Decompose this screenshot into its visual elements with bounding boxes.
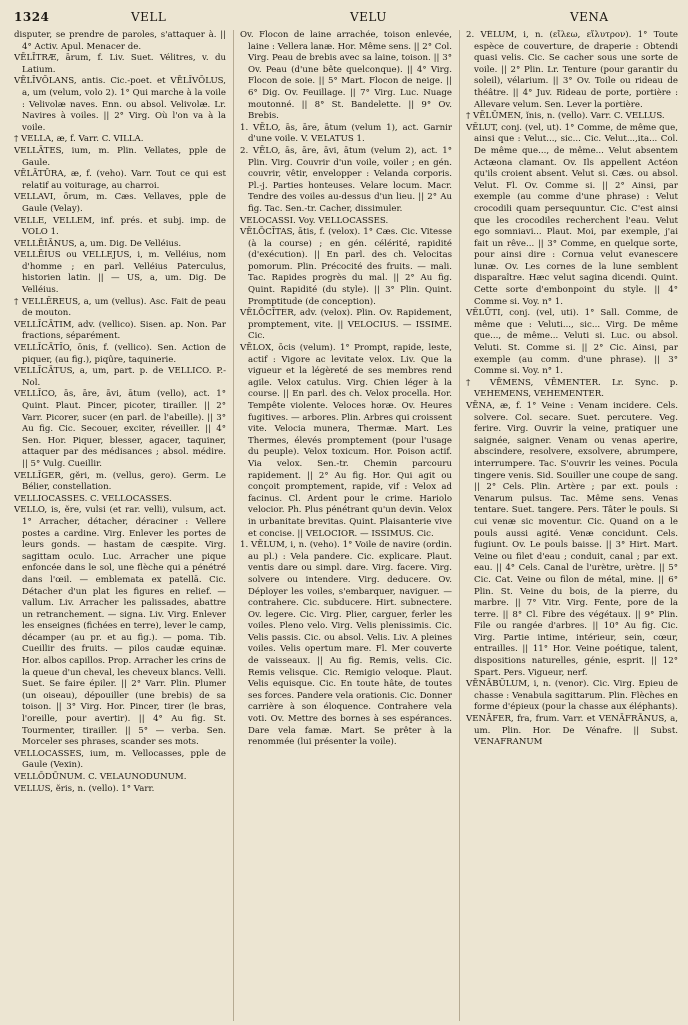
dictionary-entry: † VĒMENS, VĒMENTER. Lr. Sync. p. VEHEMENS, VEHEMENTER. (466, 377, 678, 400)
guide-word-center: VELU (350, 10, 387, 24)
page-header (14, 6, 674, 28)
dictionary-entry: VELLĬCĀTIM, adv. (vellico). Sisen. ap. Non. Par fractions, séparément. (14, 319, 226, 342)
column-right (459, 30, 678, 1021)
dictionary-entry: VELLOCASSES, ium, m. Vellocasses, pple de Gaule (Vexin). (14, 748, 226, 771)
dictionary-entry: † VELLA, æ, f. Varr. C. VILLA. (14, 134, 144, 145)
dictionary-entry: VELLŌDŪNUM. C. VELAUNODUNUM. (14, 772, 187, 782)
page-number: 1324 (14, 10, 50, 24)
dictionary-entry: VELLO, is, ĕre, vulsi (et rar. velli), vulsum, act. 1° Arracher, détacher, déraciner : Vellere postes a cardine. Virg. Enlever les portes de leurs gonds. — hastam de cæspite. Virg. sagittam oculo. Luc. Arracher une pique enfoncée dans le sol, une flèche qui a pénétré dans l'œil. — emblemata ex patellā. Cic. Détacher d'un plat les figures en relief. — vallum. Liv. Arracher les palissades, abattre un retranchement. — signa. Liv. Virg. Enlever les enseignes (fichées en terre), lever le camp, décamper (au pr. et au fig.). — poma. Tib. Cueillir des fruits. — pilos caudæ equinæ. Hor. albos capillos. Prop. Arracher les crins de la queue d'un cheval, les cheveux blancs. Velli. Suet. Se faire épiler. || 2° Varr. Plin. Plumer (un oiseau), dépouiller (une brebis) de sa toison. || 3° Virg. Hor. Pincer, tirer (le bras, l'oreille, pour avertir). || 4° Au fig. St. Tourmenter, tirailler. || 5° — verba. Sen. Morceler ses phrases, scander ses mots. (14, 505, 226, 748)
dictionary-entry: VELLUS, ĕris, n. (vello). 1° Varr. (14, 783, 155, 794)
dictionary-entry: VELLIOCASSES. C. VELLOCASSES. (14, 493, 172, 504)
dictionary-entry: VĒLOX, ōcis (velum). 1° Prompt, rapide, leste, actif : Vigore ac levitate velox. Liv. Que la vigueur et la légèreté de ses membres rend agile. Velox catulus. Virg. Chien léger à la course. || En parl. des ch. Velox procella. Hor. Tempête violente. Veloces horæ. Ov. Heures fugitives. — arbores. Plin. Arbres qui croissent vite. Velocia munera, Thermæ. Mart. Les Thermes, élevés promptement (pour l'usage du peuple). Velox toxicum. Hor. Poison actif. Via velox. Sen.-tr. Chemin parcouru rapidement. || 2° Au fig. Hor. Qui agit ou conçoit promptement, rapide, vif : Velox ad facinus. Cl. Ardent pour le crime. Hariolo velocior. Ph. Plus pénétrant qu'un devin. Velox in urbanitate brevitas. Quint. Plaisanterie vive et concise. || VELOCIOR. — ISSIMUS. Cic. (240, 343, 452, 539)
dictionary-entry: VELLAVI, ōrum, m. Cæs. Vellaves, pple de Gaule (Velay). (14, 192, 226, 214)
dictionary-entry: 1. VĒLO, ās, āre, ātum (velum 1), act. Garnir d'une voile. V. VELATUS 1. (240, 122, 452, 145)
dictionary-entry: VENĀFER, fra, frum. Varr. et VENĀFRĀNUS, a, um. Plin. Hor. De Vénafre. || Subst. VENAFRANUM (466, 714, 678, 748)
dictionary-entry: VĒNĀBŬLUM, i, n. (venor). Cic. Virg. Epieu de chasse : Venabula sagittarum. Plin. Flèches en forme d'épieux (pour la chasse aux éléphants). (466, 679, 678, 713)
dictionary-entry: VELLE, VELLEM, inf. prés. et subj. imp. de VOLO 1. (14, 215, 226, 238)
dictionary-entry: VĒLĀTŪRA, æ, f. (veho). Varr. Tout ce qui est relatif au voiturage, au charroi. (14, 169, 226, 191)
dictionary-entry: VELOCASSI. Voy. VELLOCASSES. (240, 215, 389, 226)
dictionary-entry: VELLĒIUS ou VELLEJUS, i, m. Velléius, nom d'homme ; en parl. Velléius Paterculus, historien latin. || — US, a, um. Dig. De Velléius. (14, 250, 226, 296)
dictionary-entry: VĒLŌCĬTER, adv. (velox). Plin. Ov. Rapidement, promptement, vite. || VELOCIUS. — ISSIME. Cic. (240, 308, 452, 342)
dictionary-entry: VELLĒIĀNUS, a, um. Dig. De Velléius. (14, 238, 182, 249)
dictionary-entry: 1. VĒLUM, i, n. (veho). 1° Voile de navire (ordin. au pl.) : Vela pandere. Cic. explicare. Plaut. ventis dare ou simpl. dare. Virg. facere. Virg. solvere ou intendere. Virg. deducere. Ov. Déployer les voiles, s'embarquer, naviguer. — contrahere. Cic. subducere. Hirt. subnectere. Ov. legere. Cic. Virg. Plier, carguer, ferler les voiles. Pleno velo. Virg. Velis plenissimis. Cic. Velis passis. Cic. ou absol. Velis. Liv. A pleines voiles. Velis opertum mare. Fl. Mer couverte de vaisseaux. || Au fig. Remis, velis. Cic. Remis velisque. Cic. Remigio veloque. Plaut. Velis equisque. Cic. En toute hâte, de toutes ses forces. Pandere vela orationis. Cic. Donner carrière à son éloquence. Contrahere vela voti. Ov. Mettre des bornes à ses espérances. Dare vela famæ. Mart. Se prêter à la renommée (lui présenter la voile). (240, 540, 452, 748)
dictionary-entry: 2. VĒLUM, i, n. (εἴλεω, εἴλυτρον). 1° Toute espèce de couverture, de draperie : Obtendi quasi velis. Cic. Se cacher sous une sorte de voile. || 2° Plin. Lr. Tenture (pour garantir du soleil), vélarium. || 3° Ov. Toile ou rideau de théâtre. || 4° Juv. Rideau de porte, portière : Allevare velum. Sen. Lever la portière. (466, 30, 678, 110)
dictionary-entry: VELLĀTES, ium, m. Plin. Vellates, pple de Gaule. (14, 145, 226, 168)
dictionary-entry: VĒLĪTRÆ, ārum, f. Liv. Suet. Vélitres, v. du Latium. (14, 53, 226, 75)
dictionary-entry: VĒLŌCĬTAS, ātis, f. (velox). 1° Cæs. Cic. Vitesse (à la course) ; en gén. célérité, rapidité (d'exécution). || En parl. des ch. Velocitas pomorum. Plin. Précocité des fruits. — mali. Tac. Rapides progrès du mal. || 2° Au fig. Quint. Rapidité (du style). || 3° Plin. Quint. Promptitude (de conception). (240, 227, 452, 307)
dictionary-entry: VĒNA, æ, f. 1° Veine : Venam incidere. Cels. solvere. Col. secare. Suet. percutere. Veg. ferire. Virg. Ouvrir la veine, pratiquer une saignée, saigner. Venam ou venas aperire, abscindere, resolvere, exsolvere, abrumpere, interrumpere. Tac. S'ouvrir les veines. Pocula tingere venis. Sid. Souiller une coupe de sang. || 2° Cels. Plin. Artère ; par ext. pouls : Venarum pulsus. Tac. Même sens. Venas tentare. Suet. tangere. Pers. Tâter le pouls. Si cui venæ sic moventur. Cic. Quand on a le pouls aussi agité. Venæ concidunt. Cels. fugiunt. Ov. Le pouls baisse. || 3° Hirt. Mart. Veine ou filet d'eau ; conduit, canal ; par ext. eau. || 4° Cels. Canal de l'urètre, urètre. || 5° Cic. Cat. Veine ou filon de métal, mine. || 6° Plin. St. Veine du bois, de la pierre, du marbre. || 7° Vitr. Virg. Fente, pore de la terre. || 8° Cl. Fibre des végétaux. || 9° Plin. File ou rangée d'arbres. || 10° Au fig. Cic. Virg. Partie intime, intérieur, sein, cœur, entrailles. || 11° Hor. Veine poétique, talent, dispositions naturelles, génie, esprit. || 12° Spart. Pers. Vigueur, nerf. (466, 401, 678, 678)
dictionary-entry: Ov. Flocon de laine arrachée, toison enlevée, laine : Vellera lanæ. Hor. Même sens. || 2° Col. Virg. Peau de brebis avec sa laine, toison. || 3° Ov. Peau (d'une bête quelconque). || 4° Virg. Flocon de soie. || 5° Mart. Flocon de neige. || 6° Dig. Ov. Feuillage. || 7° Virg. Luc. Nuage moutonné. || 8° St. Bandelette. || 9° Ov. Brebis. (240, 30, 452, 122)
dictionary-entry: † VĒLŪMEN, ĭnis, n. (vello). Varr. C. VELLUS. (466, 111, 665, 122)
dictionary-entry: 2. VĒLO, ās, āre, āvi, ātum (velum 2), act. 1° Plin. Virg. Couvrir d'un voile, voiler ; en gén. couvrir, vêtir, envelopper : Velanda corporis. Pl.-j. Parties honteuses. Velare locum. Macr. Tendre des voiles au-dessus d'un lieu. || 2° Au fig. Tac. Sen.-tr. Cacher, dissimuler. (240, 145, 452, 214)
column-left (14, 30, 226, 1021)
dictionary-entry: VELLĬCO, ās, āre, āvi, ātum (vello), act. 1° Quint. Plaut. Pincer, picoter, tirailler. || 2° Varr. Picorer, sucer (en parl. de l'abeille). || 3° Au fig. Cic. Secouer, exciter, réveiller. || 4° Sen. Hor. Piquer, blesser, agacer, taquiner, attaquer par des médisances ; absol. médire. || 5° Vulg. Cueillir. (14, 389, 226, 469)
dictionary-entry: † VELLĔREUS, a, um (vellus). Asc. Fait de peau de mouton. (14, 296, 226, 319)
dictionary-entry: disputer, se prendre de paroles, s'attaquer à. || 4° Activ. Apul. Menacer de. (14, 30, 226, 52)
guide-word-left: VELL (131, 10, 167, 24)
dictionary-entry: VELLĬCĀTĬO, ōnis, f. (vellico). Sen. Action de piquer, (au fig.), piqûre, taquinerie. (14, 343, 226, 365)
guide-word-right: VENA (570, 10, 609, 24)
dictionary-entry: VĔLUT, conj. (vel, ut). 1° Comme, de même que, ainsi que : Velut..., sic... Cic. Velut...,ita... Col. De même que..., de même... Velut absentem Actæona clamant. Ov. Ils appellent Actéon qu'ils croient absent. Velut si. Cæs. ou absol. Velut. Fl. Ov. Comme si. || 2° Ainsi, par exemple (au comme d'une phrase) : Velut crocodili quam persequuntur. Cic. C'est ainsi que les crocodiles recherchent l'eau. Velut ego somniavi... Plaut. Moi, par exemple, j'ai fait un rêve... || 3° Comme, en quelque sorte, pour ainsi dire : Cornua velut evanescere lunæ. Ov. Les cornes de la lune semblent disparaître. Hæc velut sagina dicendi. Quint. Cette sorte d'embonpoint du style. || 4° Comme si. Voy. n° 1. (466, 122, 678, 307)
dictionary-entry: VELLĬCĀTUS, a, um, part. p. de VELLICO. P.-Nol. (14, 366, 226, 388)
column-middle (233, 30, 452, 1021)
dictionary-entry: VĒLĬVŎLANS, antis. Cic.-poet. et VĒLĬVŎLUS, a, um (velum, volo 2). 1° Qui marche à la voile : Velivolæ naves. Enn. ou absol. Velivolæ. Lr. Navires à voiles. || 2° Virg. Où l'on va à la voile. (14, 76, 226, 133)
dictionary-columns (14, 30, 678, 1021)
dictionary-entry: VĔLŬTI, conj. (vel, uti). 1° Sall. Comme, de même que : Veluti..., sic... Virg. De même que..., de même... Veluti si. Luc. ou absol. Veluti. St. Comme si. || 2° Cic. Ainsi, par exemple (au comm. d'une phrase). || 3° Comme si. Voy. n° 1. (466, 308, 678, 377)
dictionary-entry: VELLĬGER, gĕri, m. (vellus, gero). Germ. Le Bélier, constellation. (14, 470, 226, 493)
